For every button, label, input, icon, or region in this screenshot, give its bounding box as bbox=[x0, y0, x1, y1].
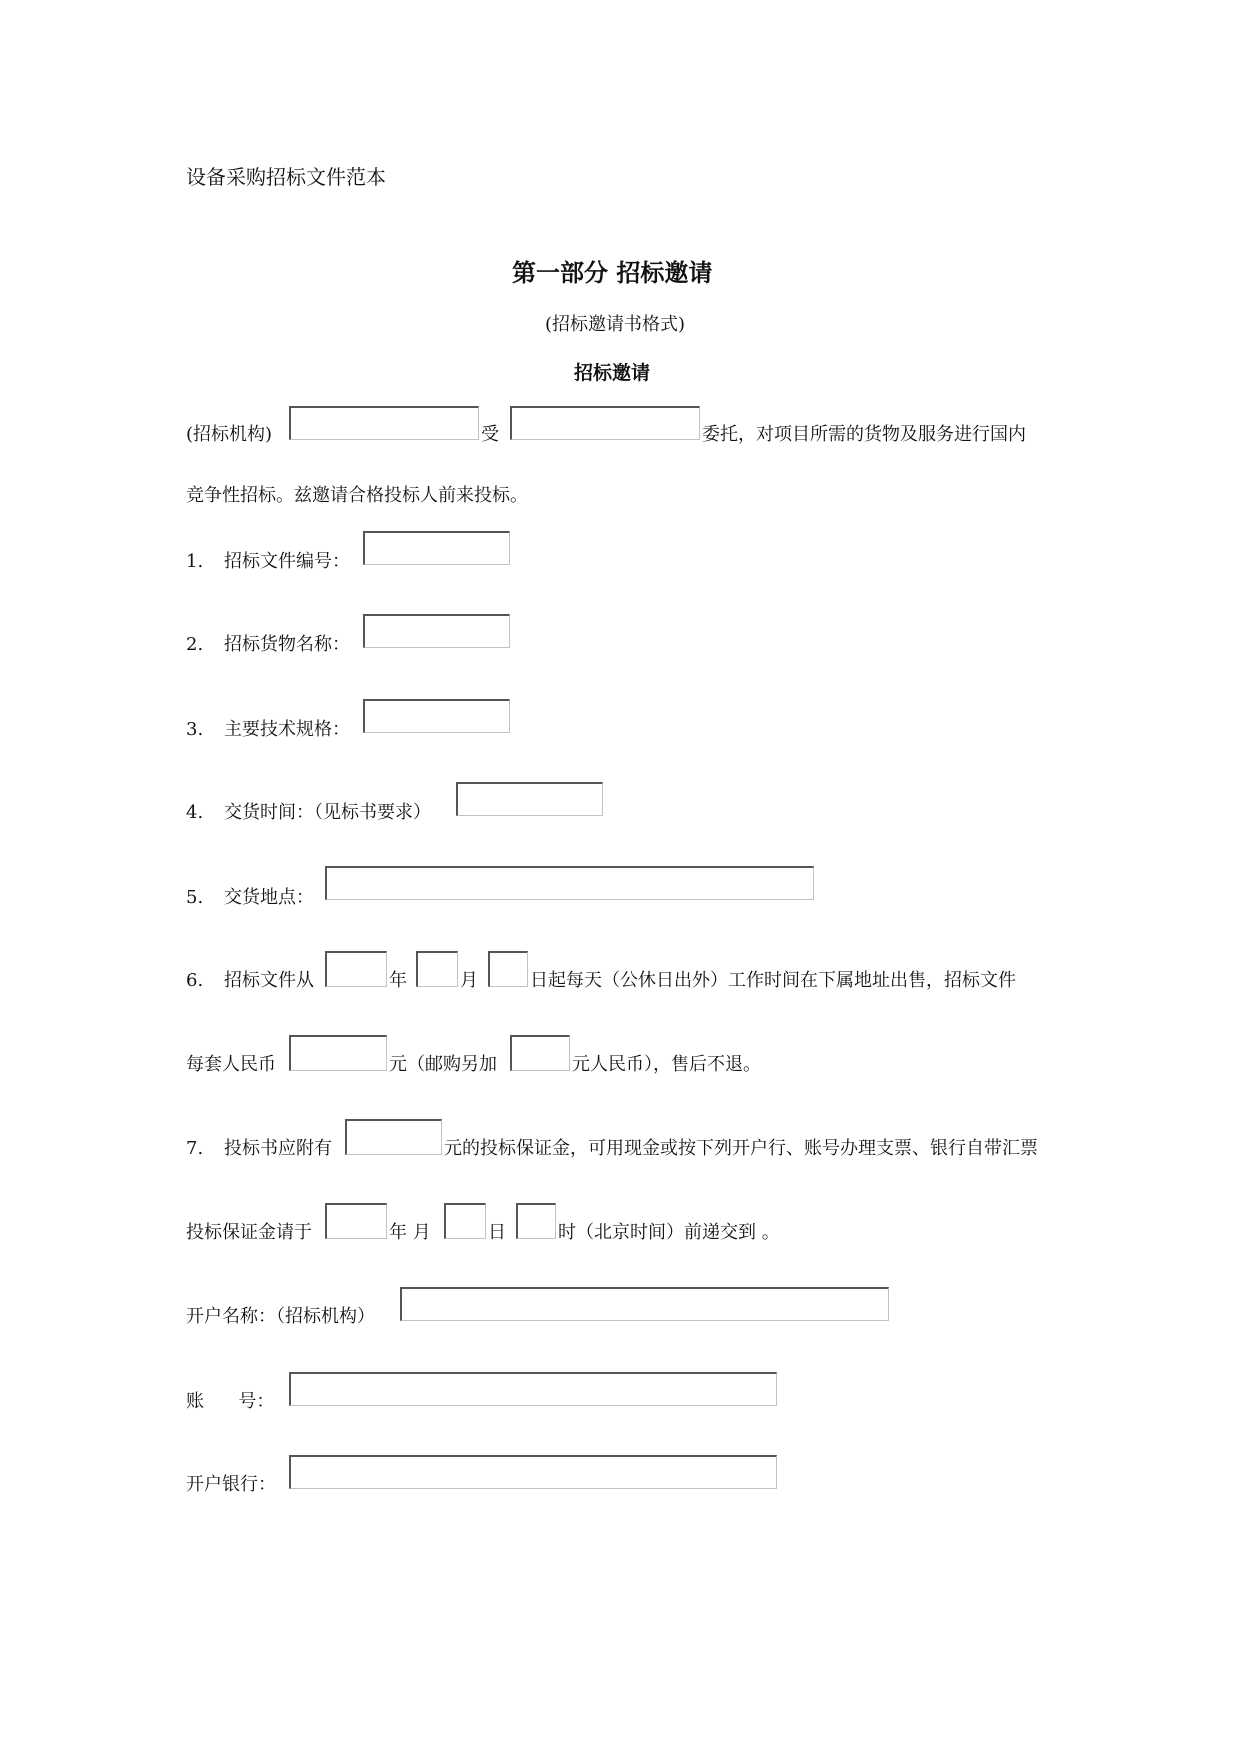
item-2-number: 2. bbox=[186, 634, 204, 655]
item-4-number: 4. bbox=[186, 802, 204, 823]
item-3-number: 3. bbox=[186, 719, 204, 740]
tender-number-field[interactable] bbox=[363, 531, 510, 565]
deadline-year-field[interactable] bbox=[325, 1203, 387, 1239]
item-2-label: 招标货物名称： bbox=[224, 634, 350, 655]
document-title: 设备采购招标文件范本 bbox=[186, 165, 386, 189]
item-6-text-end: 日起每天（公休日出外）工作时间在下属地址出售，招标文件 bbox=[530, 970, 1016, 991]
item-6-line-2-middle: 元（邮购另加 bbox=[389, 1054, 497, 1075]
account-number-label: 账 号： bbox=[186, 1391, 275, 1412]
deadline-hour-field[interactable] bbox=[516, 1203, 556, 1239]
goods-name-field[interactable] bbox=[363, 614, 510, 648]
client-field[interactable] bbox=[510, 406, 700, 440]
entrust-text: 委托，对项目所需的货物及服务进行国内 bbox=[702, 424, 1026, 445]
receive-text: 受 bbox=[481, 424, 499, 445]
item-6-year-text: 年 bbox=[389, 970, 407, 991]
agency-label: (招标机构) bbox=[186, 424, 273, 445]
bank-field[interactable] bbox=[289, 1455, 777, 1489]
item-7-year-month-text: 年 月 bbox=[389, 1222, 431, 1243]
item-6-line-2-start: 每套人民币 bbox=[186, 1054, 276, 1075]
item-7-line-2-start: 投标保证金请于 bbox=[186, 1222, 312, 1243]
section-heading: 第一部分 招标邀请 bbox=[512, 259, 713, 287]
deadline-day-field[interactable] bbox=[444, 1203, 486, 1239]
account-name-field[interactable] bbox=[400, 1287, 889, 1321]
invitation-subheading: 招标邀请 bbox=[574, 362, 651, 384]
item-6-line-2-end: 元人民币），售后不退。 bbox=[572, 1054, 761, 1075]
document-price-field[interactable] bbox=[289, 1035, 387, 1071]
item-1-label: 招标文件编号： bbox=[224, 551, 350, 572]
item-6-number: 6. bbox=[186, 970, 204, 991]
item-6-text-start: 招标文件从 bbox=[224, 970, 314, 991]
item-7-number: 7. bbox=[186, 1138, 204, 1159]
item-3-label: 主要技术规格： bbox=[224, 719, 350, 740]
item-5-number: 5. bbox=[186, 887, 204, 908]
agency-field[interactable] bbox=[289, 406, 479, 440]
bid-bond-amount-field[interactable] bbox=[345, 1119, 442, 1155]
postage-fee-field[interactable] bbox=[510, 1035, 570, 1071]
delivery-place-field[interactable] bbox=[325, 866, 814, 900]
sale-day-field[interactable] bbox=[488, 951, 528, 987]
item-4-label: 交货时间：（见标书要求） bbox=[224, 802, 431, 823]
account-name-label: 开户名称：（招标机构） bbox=[186, 1306, 375, 1327]
item-7-line-2-end: 时（北京时间）前递交到 。 bbox=[558, 1222, 780, 1243]
item-5-label: 交货地点： bbox=[224, 887, 314, 908]
item-7-day-text: 日 bbox=[488, 1222, 506, 1243]
delivery-time-field[interactable] bbox=[456, 782, 603, 816]
item-6-month-text: 月 bbox=[460, 970, 478, 991]
bank-label: 开户银行： bbox=[186, 1474, 276, 1495]
format-subtitle: (招标邀请书格式) bbox=[545, 314, 686, 335]
intro-line-2: 竞争性招标。兹邀请合格投标人前来投标。 bbox=[186, 485, 528, 506]
sale-month-field[interactable] bbox=[416, 951, 458, 987]
sale-year-field[interactable] bbox=[325, 951, 387, 987]
item-1-number: 1. bbox=[186, 551, 204, 572]
item-7-text-end: 元的投标保证金，可用现金或按下列开户行、账号办理支票、银行自带汇票 bbox=[444, 1138, 1038, 1159]
item-7-text-start: 投标书应附有 bbox=[224, 1138, 332, 1159]
technical-spec-field[interactable] bbox=[363, 699, 510, 733]
account-number-field[interactable] bbox=[289, 1372, 777, 1406]
